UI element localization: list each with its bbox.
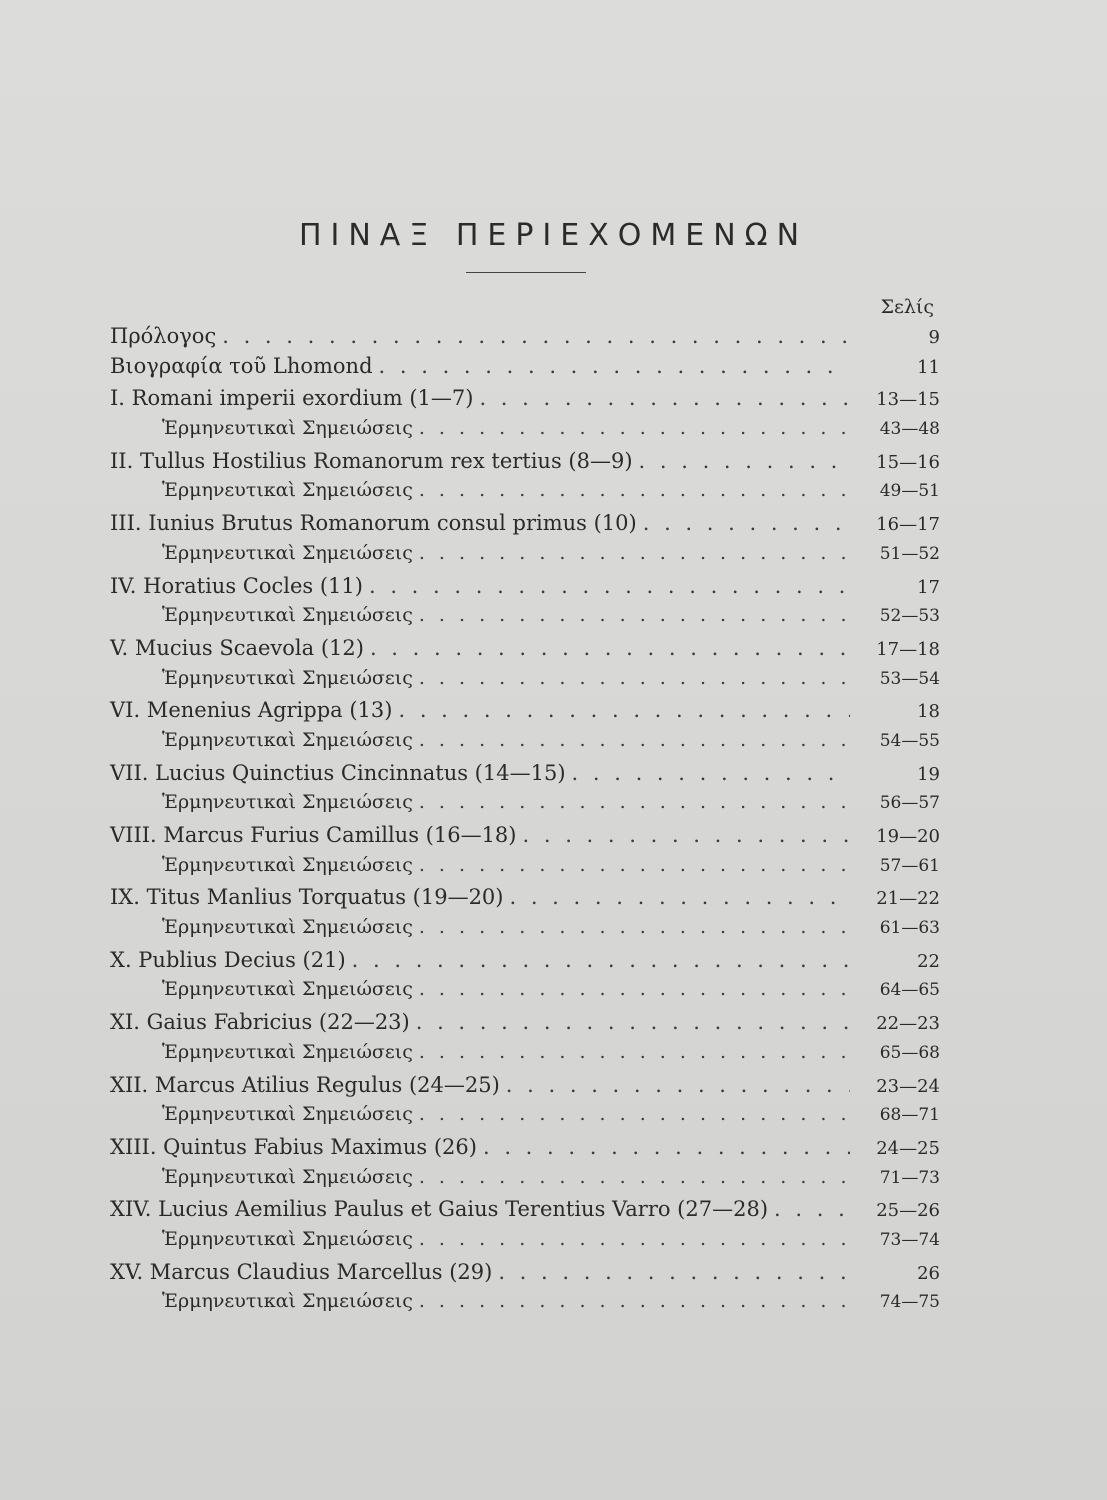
dot-leader bbox=[419, 913, 850, 943]
chapter-pages: 13—15 bbox=[876, 389, 940, 411]
dot-leader bbox=[419, 788, 850, 818]
dot-leader bbox=[379, 352, 850, 382]
chapter-entry bbox=[110, 696, 940, 726]
notes-label: Ἑρμηνευτικαὶ Σημειώσεις bbox=[162, 728, 413, 751]
notes-pages: 49—51 bbox=[879, 481, 940, 502]
notes-label: Ἑρμηνευτικαὶ Σημειώσεις bbox=[162, 1165, 413, 1188]
notes-pages: 61—63 bbox=[879, 918, 940, 939]
chapter-title: I. Romani imperii exordium (1—7) bbox=[110, 386, 474, 411]
dot-leader bbox=[506, 1071, 850, 1101]
chapter-entry bbox=[110, 447, 940, 477]
chapter-pages: 21—22 bbox=[876, 888, 940, 910]
notes-pages: 54—55 bbox=[879, 730, 940, 751]
dot-leader bbox=[222, 322, 850, 352]
notes-entry bbox=[110, 851, 940, 881]
chapter-entry bbox=[110, 883, 940, 913]
chapter-title: IX. Titus Manlius Torquatus (19—20) bbox=[110, 885, 504, 910]
notes-pages: 73—74 bbox=[879, 1229, 940, 1250]
chapter-title: XIV. Lucius Aemilius Paulus et Gaius Terentius Varro (27—28) bbox=[110, 1197, 769, 1222]
dot-leader bbox=[419, 601, 850, 631]
chapter-pages: 16—17 bbox=[876, 514, 940, 536]
toc-entry-pages: 11 bbox=[917, 356, 940, 378]
chapter-list bbox=[110, 384, 940, 1317]
toc-entry-label: Βιογραφία τοῦ Lhomond bbox=[110, 353, 373, 378]
chapter-pages: 19—20 bbox=[876, 826, 940, 847]
chapter-entry bbox=[110, 1008, 940, 1038]
notes-entry bbox=[110, 414, 940, 444]
notes-pages: 64—65 bbox=[879, 980, 940, 1001]
notes-entry bbox=[110, 1038, 940, 1068]
notes-entry bbox=[110, 476, 940, 506]
dot-leader bbox=[370, 634, 850, 664]
chapter-entry bbox=[110, 572, 940, 602]
dot-leader bbox=[369, 572, 850, 602]
chapter-pages: 24—25 bbox=[876, 1137, 940, 1159]
chapter-title: XIII. Quintus Fabius Maximus (26) bbox=[110, 1134, 477, 1159]
notes-entry bbox=[110, 726, 940, 756]
notes-entry bbox=[110, 601, 940, 631]
page-title: ΠΙΝΑΞ ΠΕΡΙΕΧΟΜΕΝΩΝ bbox=[298, 218, 809, 253]
notes-pages: 43—48 bbox=[879, 419, 940, 440]
notes-label: Ἑρμηνευτικαὶ Σημειώσεις bbox=[162, 978, 413, 1001]
dot-leader bbox=[419, 851, 850, 881]
dot-leader bbox=[419, 1287, 850, 1317]
notes-label: Ἑρμηνευτικαὶ Σημειώσεις bbox=[162, 916, 413, 939]
chapter-title: XV. Marcus Claudius Marcellus (29) bbox=[110, 1259, 493, 1284]
notes-entry bbox=[110, 1287, 940, 1317]
chapter-pages: 23—24 bbox=[876, 1075, 940, 1097]
toc-entry bbox=[110, 352, 940, 382]
notes-entry bbox=[110, 1225, 940, 1255]
dot-leader bbox=[419, 476, 850, 506]
dot-leader bbox=[419, 1038, 850, 1068]
dot-leader bbox=[419, 414, 850, 444]
dot-leader bbox=[419, 1163, 850, 1193]
page-column-header: Σελίς bbox=[880, 296, 934, 318]
notes-label: Ἑρμηνευτικαὶ Σημειώσεις bbox=[162, 666, 413, 689]
dot-leader bbox=[419, 1100, 850, 1130]
notes-label: Ἑρμηνευτικαὶ Σημειώσεις bbox=[162, 1290, 413, 1313]
chapter-entry bbox=[110, 1071, 940, 1101]
chapter-entry bbox=[110, 759, 940, 789]
chapter-title: VII. Lucius Quinctius Cincinnatus (14—15) bbox=[110, 760, 566, 785]
notes-label: Ἑρμηνευτικαὶ Σημειώσεις bbox=[162, 479, 413, 502]
notes-entry bbox=[110, 1100, 940, 1130]
notes-entry bbox=[110, 539, 940, 569]
dot-leader bbox=[419, 664, 850, 694]
notes-pages: 57—61 bbox=[879, 855, 940, 876]
chapter-pages: 22 bbox=[917, 950, 940, 972]
chapter-pages: 22—23 bbox=[876, 1013, 940, 1035]
notes-pages: 53—54 bbox=[879, 668, 940, 689]
chapter-entry bbox=[110, 384, 940, 414]
dot-leader bbox=[479, 384, 850, 414]
toc-entry-label: Πρόλογος bbox=[110, 324, 217, 348]
notes-pages: 68—71 bbox=[879, 1105, 940, 1126]
chapter-entry bbox=[110, 1195, 940, 1225]
chapter-pages: 18 bbox=[917, 701, 940, 723]
dot-leader bbox=[398, 696, 850, 726]
notes-pages: 74—75 bbox=[879, 1292, 940, 1313]
dot-leader bbox=[419, 539, 850, 569]
chapter-title: II. Tullus Hostilius Romanorum rex tertius (8—9) bbox=[110, 448, 633, 473]
chapter-entry bbox=[110, 634, 940, 664]
chapter-pages: 19 bbox=[917, 763, 940, 785]
chapter-entry bbox=[110, 1258, 940, 1288]
notes-entry bbox=[110, 664, 940, 694]
notes-pages: 56—57 bbox=[879, 793, 940, 814]
chapter-title: XII. Marcus Atilius Regulus (24—25) bbox=[110, 1072, 500, 1097]
chapter-title: VIII. Marcus Furius Camillus (16—18) bbox=[110, 823, 517, 847]
toc-entry bbox=[110, 322, 940, 352]
dot-leader bbox=[774, 1195, 850, 1225]
chapter-entry bbox=[110, 946, 940, 976]
chapter-pages: 17 bbox=[917, 576, 940, 598]
chapter-title: VI. Menenius Agrippa (13) bbox=[110, 698, 393, 723]
dot-leader bbox=[572, 759, 850, 789]
dot-leader bbox=[639, 447, 850, 477]
table-of-contents bbox=[110, 292, 940, 1317]
chapter-pages: 25—26 bbox=[876, 1200, 940, 1222]
dot-leader bbox=[419, 1225, 850, 1255]
dot-leader bbox=[416, 1008, 850, 1038]
toc-entry-pages: 9 bbox=[928, 327, 940, 348]
chapter-title: IV. Horatius Cocles (11) bbox=[110, 573, 363, 598]
notes-pages: 51—52 bbox=[879, 543, 940, 564]
chapter-pages: 17—18 bbox=[876, 638, 940, 660]
notes-entry bbox=[110, 913, 940, 943]
notes-label: Ἑρμηνευτικαὶ Σημειώσεις bbox=[162, 1040, 413, 1063]
notes-pages: 71—73 bbox=[879, 1167, 940, 1188]
chapter-title: V. Mucius Scaevola (12) bbox=[110, 635, 364, 660]
chapter-entry bbox=[110, 1133, 940, 1163]
notes-pages: 65—68 bbox=[879, 1042, 940, 1063]
dot-leader bbox=[419, 726, 850, 756]
notes-label: Ἑρμηνευτικαὶ Σημειώσεις bbox=[162, 791, 413, 814]
dot-leader bbox=[419, 975, 850, 1005]
notes-label: Ἑρμηνευτικαὶ Σημειώσεις bbox=[162, 541, 413, 564]
notes-label: Ἑρμηνευτικαὶ Σημειώσεις bbox=[162, 1103, 413, 1126]
chapter-title: III. Iunius Brutus Romanorum consul primus (10) bbox=[110, 511, 637, 536]
chapter-title: X. Publius Decius (21) bbox=[110, 947, 346, 972]
chapter-entry bbox=[110, 821, 940, 851]
chapter-entry bbox=[110, 509, 940, 539]
chapter-pages: 26 bbox=[917, 1262, 940, 1284]
notes-label: Ἑρμηνευτικαὶ Σημειώσεις bbox=[162, 1227, 413, 1250]
dot-leader bbox=[498, 1258, 850, 1288]
notes-label: Ἑρμηνευτικαὶ Σημειώσεις bbox=[162, 853, 413, 876]
notes-entry bbox=[110, 975, 940, 1005]
notes-pages: 52—53 bbox=[879, 606, 940, 627]
dot-leader bbox=[509, 883, 850, 913]
chapter-pages: 15—16 bbox=[876, 451, 940, 473]
dot-leader bbox=[352, 946, 850, 976]
dot-leader bbox=[523, 821, 851, 851]
notes-entry bbox=[110, 788, 940, 818]
dot-leader bbox=[643, 509, 850, 539]
chapter-title: XI. Gaius Fabricius (22—23) bbox=[110, 1010, 410, 1035]
notes-label: Ἑρμηνευτικαὶ Σημειώσεις bbox=[162, 417, 413, 440]
title-divider bbox=[466, 272, 586, 273]
notes-label: Ἑρμηνευτικαὶ Σημειώσεις bbox=[162, 604, 413, 627]
dot-leader bbox=[483, 1133, 850, 1163]
notes-entry bbox=[110, 1163, 940, 1193]
